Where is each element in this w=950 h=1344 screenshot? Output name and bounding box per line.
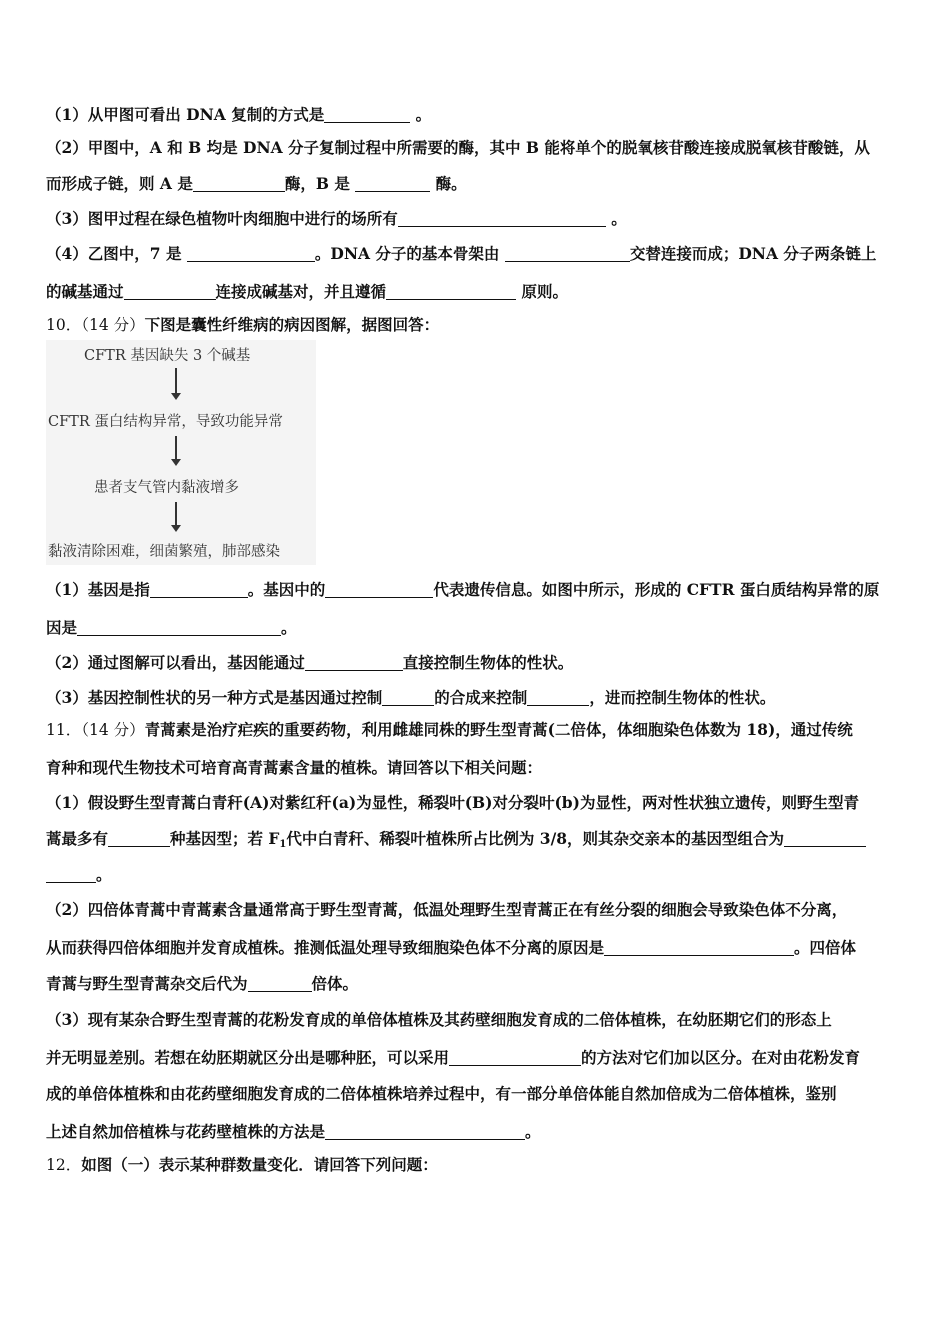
q11-part2-line3: 青蒿与野生型青蒿杂交后代为 倍体。	[46, 974, 359, 993]
q11-heading: 11．（14 分）青蒿素是治疗疟疾的重要药物，利用雌雄同株的野生型青蒿(二倍体，体细胞染色体数为 18)，通过传统	[46, 720, 853, 739]
q9-part4-line2: 的碱基通过 连接成碱基对，并且遵循 原则。	[46, 282, 568, 301]
answer-blank[interactable]	[325, 581, 433, 598]
q12-heading: 12．如图（一）表示某种群数量变化．请回答下列问题：	[46, 1155, 438, 1174]
answer-blank[interactable]	[325, 1123, 525, 1140]
q11-part3-line4: 上述自然加倍植株与花药壁植株的方法是 。	[46, 1122, 541, 1141]
answer-blank[interactable]	[398, 210, 606, 227]
q9-part2-line2: 而形成子链，则 A 是 酶，B 是 酶。	[46, 174, 467, 193]
answer-blank[interactable]	[108, 830, 170, 847]
answer-blank[interactable]	[305, 654, 403, 671]
answer-blank[interactable]	[382, 689, 434, 706]
cftr-flow-diagram	[46, 340, 316, 565]
answer-blank[interactable]	[784, 830, 866, 847]
answer-blank[interactable]	[505, 245, 630, 262]
q11-part1-line3: 。	[46, 864, 910, 886]
q11-part1-line1: （1）假设野生型青蒿白青秆(A)对紫红秆(a)为显性，稀裂叶(B)对分裂叶(b)为显性，两对性状独立遗传，则野生型青	[46, 793, 859, 812]
answer-blank[interactable]	[527, 689, 589, 706]
q10-heading: 10．（14 分）下图是囊性纤维病的病因图解，据图回答：	[46, 315, 440, 334]
q9-part2-line1: （2）甲图中，A 和 B 均是 DNA 分子复制过程中所需要的酶，其中 B 能将单个的脱氧核苷酸连接成脱氧核苷酸链，从	[46, 138, 870, 157]
q9-part3: （3）图甲过程在绿色植物叶肉细胞中进行的场所有 。	[46, 209, 627, 228]
flow-step-4: 黏液清除困难，细菌繁殖，肺部感染	[48, 544, 280, 560]
q11-part3-line1: （3）现有某杂合野生型青蒿的花粉发育成的单倍体植株及其药壁细胞发育成的二倍体植株，在幼胚期它们的形态上	[46, 1010, 832, 1029]
q11-part3-line3: 成的单倍体植株和由花药壁细胞发育成的二倍体植株培养过程中，有一部分单倍体能自然加倍成为二倍体植株，鉴别	[46, 1084, 837, 1103]
q11-part3-line2: 并无明显差别。若想在幼胚期就区分出是哪种胚，可以采用 的方法对它们加以区分。在对由花粉发育	[46, 1048, 861, 1067]
flow-step-1: CFTR 基因缺失 3 个碱基	[84, 348, 251, 364]
answer-blank[interactable]	[449, 1049, 581, 1066]
q11-part1-line2: 蒿最多有 种基因型；若 $F_1$代中白青秆、稀裂叶植株所占比例为 3/8，则其杂交亲本的基因型组合为	[46, 828, 910, 856]
q10-part1-line2: 因是 。	[46, 618, 297, 637]
flow-arrow-down-icon	[175, 436, 177, 460]
q11-part2-line1: （2）四倍体青蒿中青蒿素含量通常高于野生型青蒿，低温处理野生型青蒿正在有丝分裂的细胞会导致染色体不分离，	[46, 900, 848, 919]
flow-step-2: CFTR 蛋白结构异常，导致功能异常	[48, 414, 283, 430]
answer-blank[interactable]	[187, 245, 315, 262]
answer-blank[interactable]	[355, 175, 430, 192]
q11-part2-line2: 从而获得四倍体细胞并发育成植株。推测低温处理导致细胞染色体不分离的原因是 。四倍体	[46, 938, 857, 957]
q10-part2: （2）通过图解可以看出，基因能通过 直接控制生物体的性状。	[46, 653, 574, 672]
q11-intro-line2: 育种和现代生物技术可培育高青蒿素含量的植株。请回答以下相关问题：	[46, 758, 543, 777]
answer-blank[interactable]	[46, 866, 96, 883]
q9-part1: （1）从甲图可看出 DNA 复制的方式是 。	[46, 105, 432, 124]
q10-part3: （3）基因控制性状的另一种方式是基因通过控制 的合成来控制 ，进而控制生物体的性状。	[46, 688, 776, 707]
answer-blank[interactable]	[248, 975, 312, 992]
answer-blank[interactable]	[150, 581, 248, 598]
q9-part4-line1: （4）乙图中，7 是 。DNA 分子的基本骨架由 交替连接而成；DNA 分子两条链上	[46, 244, 877, 263]
answer-blank[interactable]	[604, 939, 794, 956]
flow-arrow-down-icon	[175, 368, 177, 394]
answer-blank[interactable]	[193, 175, 285, 192]
answer-blank[interactable]	[124, 283, 216, 300]
q10-part1-line1: （1）基因是指 。基因中的 代表遗传信息。如图中所示，形成的 CFTR 蛋白质结构异常的原	[46, 580, 880, 599]
answer-blank[interactable]	[324, 106, 410, 123]
answer-blank[interactable]	[77, 619, 281, 636]
flow-step-3: 患者支气管内黏液增多	[94, 480, 239, 496]
flow-arrow-down-icon	[175, 502, 177, 526]
answer-blank[interactable]	[386, 283, 516, 300]
